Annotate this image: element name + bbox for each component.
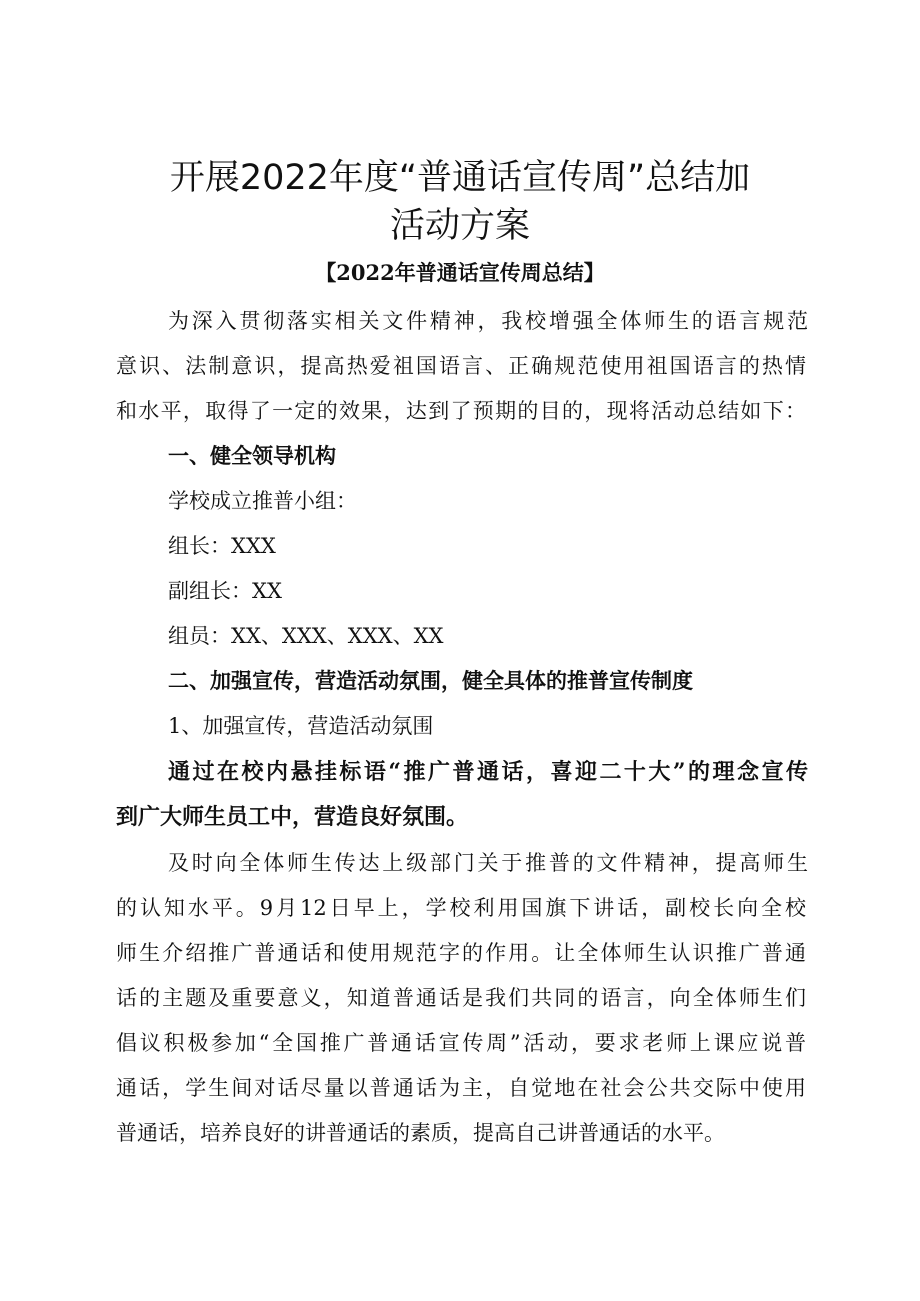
paragraph-line: 副组长：XX: [168, 579, 282, 603]
paragraph-line: 的认知水平。9月12日早上，学校利用国旗下讲话，副校长向全校: [116, 896, 806, 920]
paragraph-line: 为深入贯彻落实相关文件精神，我校增强全体师生的语言规范: [168, 309, 808, 333]
paragraph-line: 话的主题及重要意义，知道普通话是我们共同的语言，向全体师生们: [116, 986, 806, 1010]
paragraph-line: 意识、法制意识，提高热爱祖国语言、正确规范使用祖国语言的热情: [116, 354, 806, 378]
section-heading: 一、健全领导机构: [168, 443, 336, 468]
document-subtitle: 【2022年普通话宣传周总结】: [315, 260, 605, 285]
bold-paragraph-line: 到广大师生员工中，营造良好氛围。: [116, 804, 469, 830]
paragraph-line: 普通话，培养良好的讲普通话的素质，提高自己讲普通话的水平。: [116, 1121, 725, 1145]
paragraph-line: 通话，学生间对话尽量以普通话为主，自觉地在社会公共交际中使用: [116, 1076, 806, 1100]
paragraph-line: 倡议积极参加“全国推广普通话宣传周”活动，要求老师上课应说普: [116, 1031, 806, 1055]
document-title-line2: 活动方案: [389, 206, 530, 246]
paragraph-line: 学校成立推普小组：: [168, 489, 357, 513]
section-heading: 二、加强宣传，营造活动氛围，健全具体的推普宣传制度: [168, 668, 693, 693]
paragraph-line: 1、加强宣传，营造活动氛围: [168, 714, 434, 738]
document-title-line1: 开展2022年度“普通话宣传周”总结加: [169, 158, 751, 198]
paragraph-line: 组长：XXX: [168, 534, 276, 558]
paragraph-line: 和水平，取得了一定的效果，达到了预期的目的，现将活动总结如下：: [116, 399, 806, 423]
bold-paragraph-line: 通过在校内悬挂标语“推广普通话，喜迎二十大”的理念宣传: [168, 759, 808, 785]
paragraph-line: 及时向全体师生传达上级部门关于推普的文件精神，提高师生: [168, 851, 808, 875]
paragraph-line: 师生介绍推广普通话和使用规范字的作用。让全体师生认识推广普通: [116, 941, 806, 965]
paragraph-line: 组员：XX、XXX、XXX、XX: [168, 624, 444, 648]
